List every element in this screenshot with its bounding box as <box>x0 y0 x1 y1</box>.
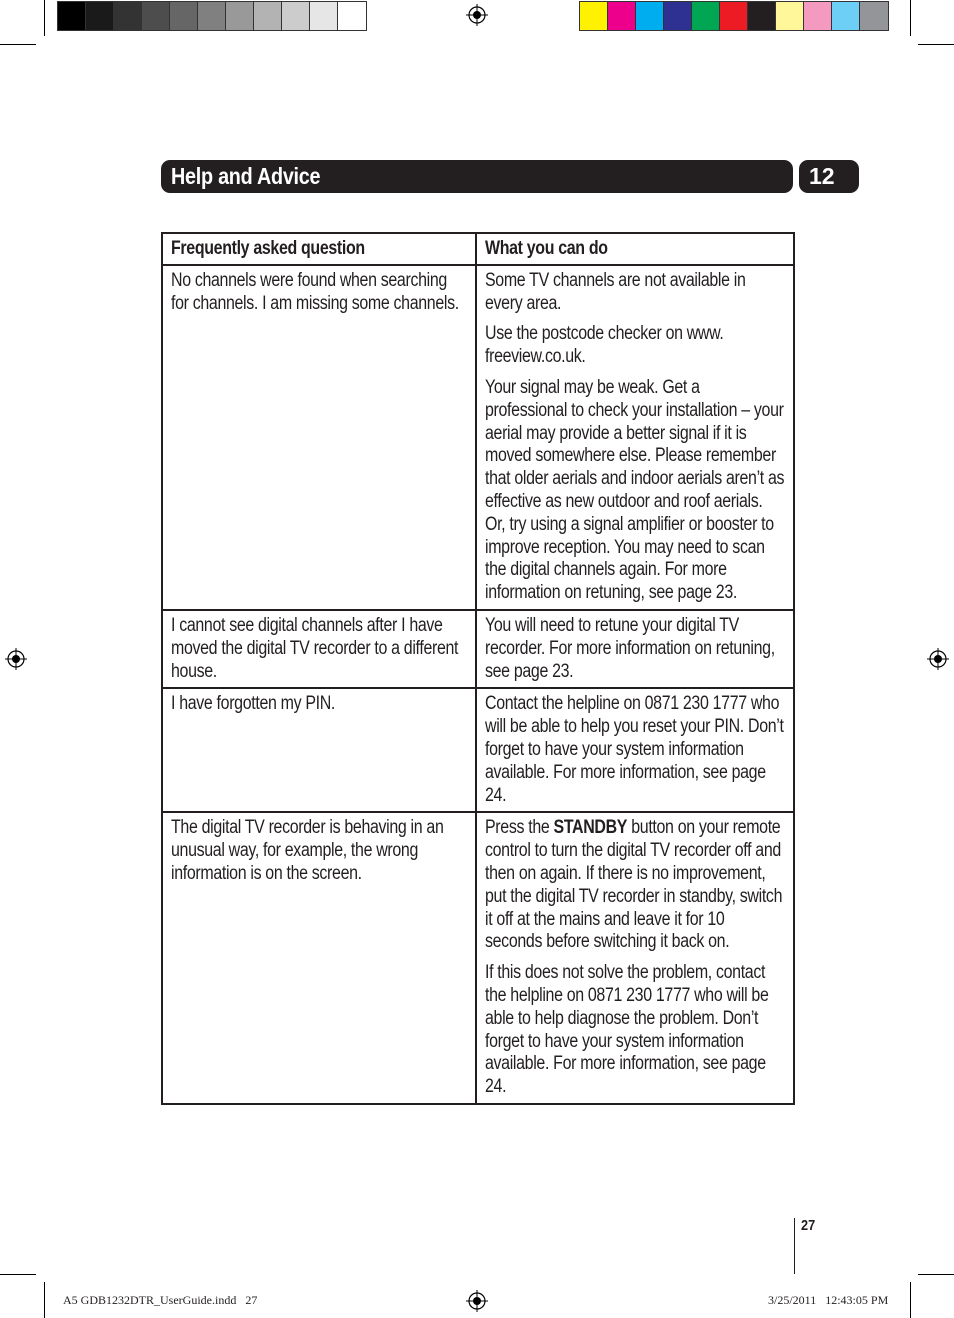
color-swatch <box>198 2 226 30</box>
question-cell: No channels were found when searching for channels. I am missing some channels. <box>162 265 476 610</box>
answer-cell <box>476 265 794 610</box>
crop-mark <box>0 1274 36 1275</box>
column-header-answer: What you can do <box>476 233 794 265</box>
slug-filename: A5 GDB1232DTR_UserGuide.indd 27 <box>63 1293 258 1307</box>
color-swatch <box>310 2 338 30</box>
color-swatch <box>636 2 664 30</box>
color-swatch <box>776 2 804 30</box>
question-cell: The digital TV recorder is behaving in an unusual way, for example, the wrong information is on the screen. <box>162 812 476 1104</box>
table-row <box>162 812 794 1104</box>
section-header-bar <box>161 160 793 193</box>
color-swatch <box>692 2 720 30</box>
answer-paragraph: Some TV channels are not available in every area. <box>485 269 746 314</box>
answer-paragraph: If this does not solve the problem, contact the helpline on 0871 230 1777 who will be able to help diagnose the problem. Don’t forget to have your system information available. For more information, see page 24. <box>485 962 769 1098</box>
answer-cell: You will need to retune your digital TV recorder. For more information on retuning, see page 23. <box>476 610 794 688</box>
color-swatch <box>832 2 860 30</box>
question-cell: I have forgotten my PIN. <box>162 688 476 812</box>
crop-mark <box>0 44 36 45</box>
answer-cell: Contact the helpline on 0871 230 1777 who will be able to help you reset your PIN. Don’t forget to have your system information available. For more information, see page 24. <box>476 688 794 812</box>
color-swatch <box>664 2 692 30</box>
registration-mark-icon <box>927 648 949 670</box>
page-number: 27 <box>801 1217 816 1234</box>
color-swatch <box>720 2 748 30</box>
crop-mark <box>918 1274 954 1275</box>
grayscale-color-bar <box>57 1 367 31</box>
answer-paragraph: Press the STANDBY button on your remote control to turn the digital TV recorder off and then on again. If there is no improvement, put the digital TV recorder in standby, switch it off at the mains and leave it for 10 seconds before switching it back on. <box>485 817 783 953</box>
color-swatch <box>580 2 608 30</box>
table-row <box>162 610 794 688</box>
color-swatch <box>748 2 776 30</box>
registration-mark-icon <box>5 648 27 670</box>
color-swatch <box>608 2 636 30</box>
color-swatch <box>142 2 170 30</box>
crop-mark <box>910 1282 911 1318</box>
crop-mark <box>910 0 911 36</box>
registration-mark-icon <box>466 4 488 26</box>
process-color-bar <box>579 1 889 31</box>
color-swatch <box>282 2 310 30</box>
column-header-question: Frequently asked question <box>162 233 476 265</box>
section-title: Help and Advice <box>171 163 321 189</box>
table-row <box>162 265 794 610</box>
question-cell: I cannot see digital channels after I have moved the digital TV recorder to a different house. <box>162 610 476 688</box>
slug-timestamp: 3/25/2011 12:43:05 PM <box>768 1293 889 1307</box>
color-swatch <box>170 2 198 30</box>
color-swatch <box>58 2 86 30</box>
color-swatch <box>338 2 366 30</box>
answer-cell <box>476 812 794 1104</box>
chapter-number-badge: 12 <box>799 160 859 193</box>
color-swatch <box>114 2 142 30</box>
answer-paragraph: Your signal may be weak. Get a professional to check your installation – your aerial may provide a better signal if it is moved somewhere else. Please remember that older aerials and indoor aerials aren’t as effective as new outdoor and roof aerials. Or, try using a signal amplifier or booster to improve reception. You may need to scan the digital channels again. For more information on retuning, see page 23. <box>485 376 785 604</box>
color-swatch <box>860 2 888 30</box>
answer-paragraph: Use the postcode checker on www. freeview.co.uk. <box>485 323 724 368</box>
table-row <box>162 688 794 812</box>
page-number-rule <box>794 1218 795 1274</box>
table-header-row <box>162 233 794 265</box>
standby-key-label: STANDBY <box>553 817 628 839</box>
crop-mark <box>918 44 954 45</box>
color-swatch <box>226 2 254 30</box>
registration-mark-icon <box>466 1290 488 1312</box>
faq-table <box>161 232 795 1105</box>
crop-mark <box>44 1282 45 1318</box>
color-swatch <box>86 2 114 30</box>
color-swatch <box>254 2 282 30</box>
color-swatch <box>804 2 832 30</box>
crop-mark <box>44 0 45 36</box>
